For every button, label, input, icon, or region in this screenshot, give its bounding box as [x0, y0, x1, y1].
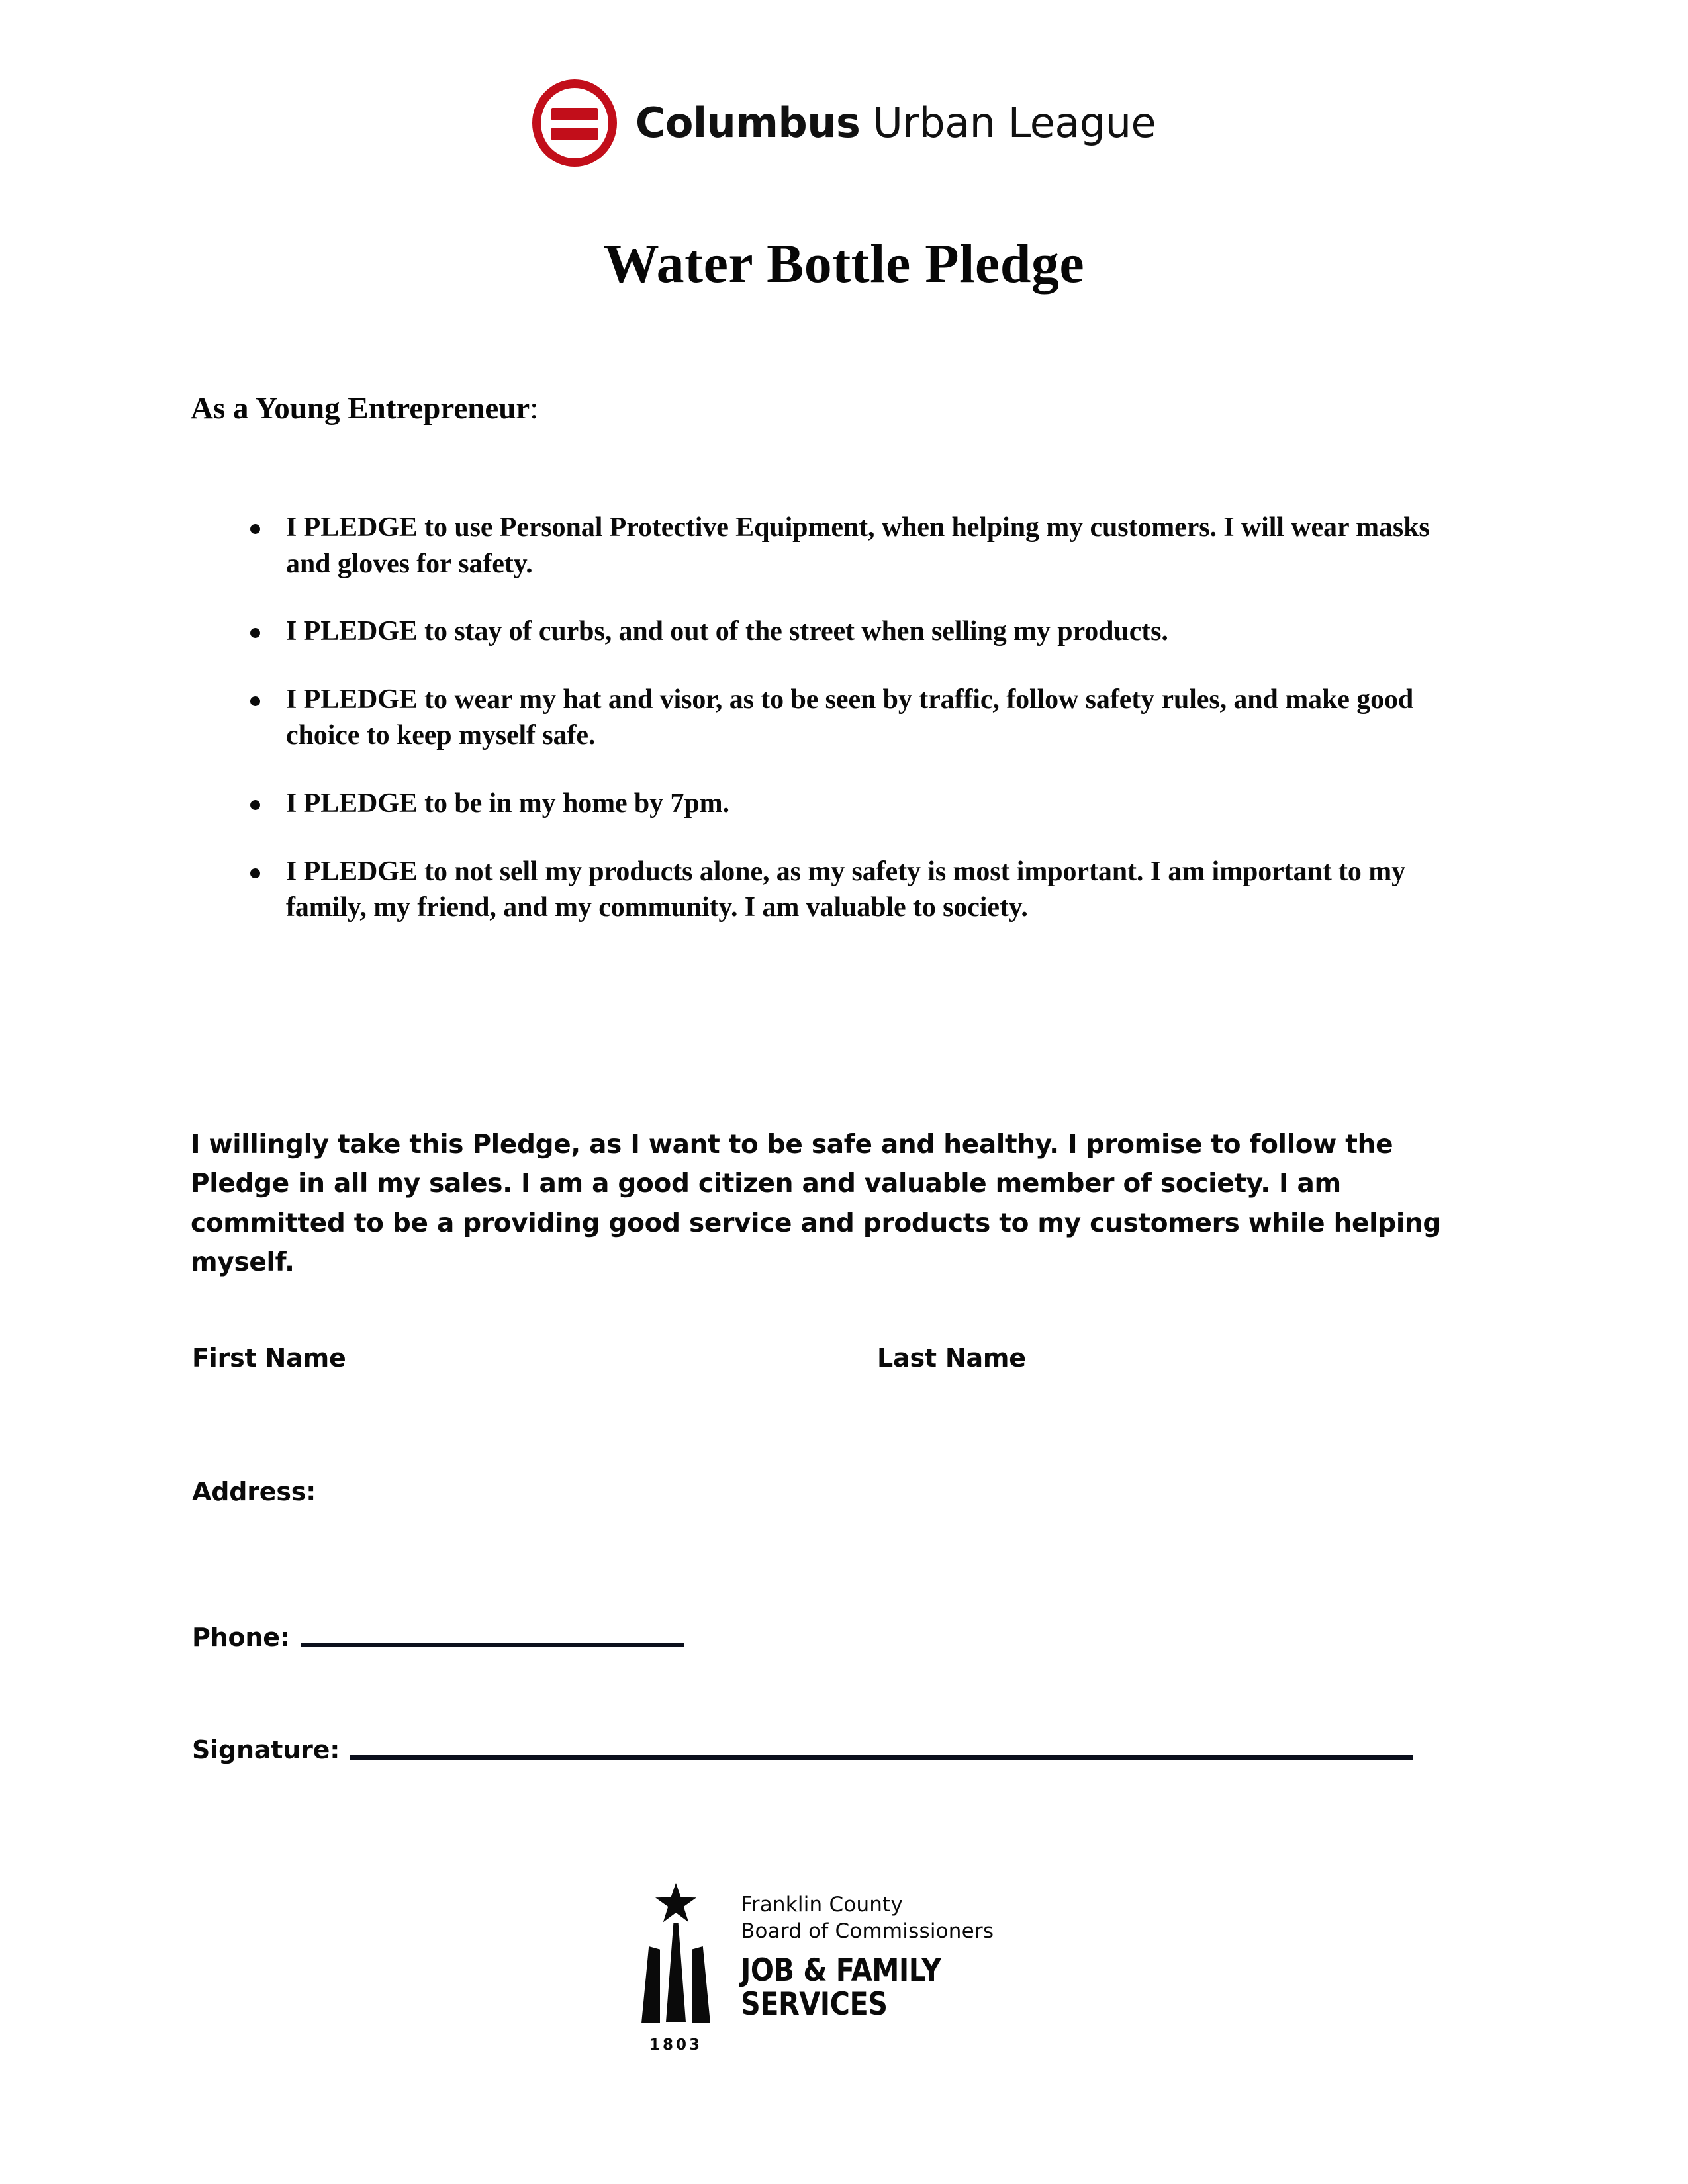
organization-name-bold: Columbus	[635, 99, 861, 147]
monument-column-center	[666, 1923, 686, 2022]
phone-input-line[interactable]	[301, 1643, 684, 1647]
list-item: I PLEDGE to not sell my products alone, as my safety is most important. I am important to my family, my friend, and my community. I am valuable to society.	[238, 854, 1476, 926]
agency-line-2: Board of Commissioners	[741, 1919, 994, 1943]
list-item: I PLEDGE to stay of curbs, and out of the street when selling my products.	[238, 614, 1476, 650]
equal-sign-circle-icon	[532, 79, 617, 167]
logo-ring-shape	[532, 79, 617, 167]
signature-label: Signature:	[192, 1735, 340, 1764]
logo-equal-bar-bottom	[551, 128, 598, 140]
logo-equal-bar-top	[551, 108, 598, 120]
monument-column-right	[692, 1946, 710, 2023]
address-label: Address:	[192, 1477, 316, 1506]
organization-logo	[0, 79, 1688, 167]
phone-field-row	[192, 1625, 684, 1650]
list-item: I PLEDGE to be in my home by 7pm.	[238, 786, 1476, 822]
first-name-label: First Name	[192, 1343, 346, 1373]
section-heading-text: As a Young Entrepreneur	[191, 391, 530, 426]
phone-label: Phone:	[192, 1623, 290, 1652]
founding-year: 1803	[649, 2036, 703, 2054]
footer-agency-logo	[639, 1883, 994, 2054]
star-monument-icon	[639, 1883, 713, 2054]
footer-agency-text	[741, 1883, 994, 2021]
pledge-list	[238, 510, 1476, 958]
star-shape	[655, 1883, 696, 1923]
section-heading	[191, 390, 538, 426]
organization-name	[635, 99, 1156, 147]
last-name-label: Last Name	[877, 1343, 1026, 1373]
signature-input-line[interactable]	[350, 1755, 1413, 1760]
list-item: I PLEDGE to wear my hat and visor, as to be seen by traffic, follow safety rules, and make good choice to keep myself safe.	[238, 682, 1476, 754]
agency-line-1: Franklin County	[741, 1893, 904, 1917]
department-line-1: JOB & FAMILY	[741, 1952, 941, 1989]
monument-column-left	[641, 1946, 660, 2023]
organization-name-light: Urban League	[860, 99, 1156, 147]
page-title: Water Bottle Pledge	[603, 233, 1085, 295]
signature-field-row	[192, 1737, 1413, 1762]
affirmation-paragraph: I willingly take this Pledge, as I want to be safe and healthy. I promise to follow the Pledge in all my sales. I am a good citizen and valuable member of society. I am committed to be a providing good service and products to my customers while helping myself.	[191, 1130, 1442, 1277]
list-item: I PLEDGE to use Personal Protective Equipment, when helping my customers. I will wear masks and gloves for safety.	[238, 510, 1476, 582]
section-heading-colon: :	[530, 391, 539, 426]
department-line-2: SERVICES	[741, 1986, 888, 2023]
